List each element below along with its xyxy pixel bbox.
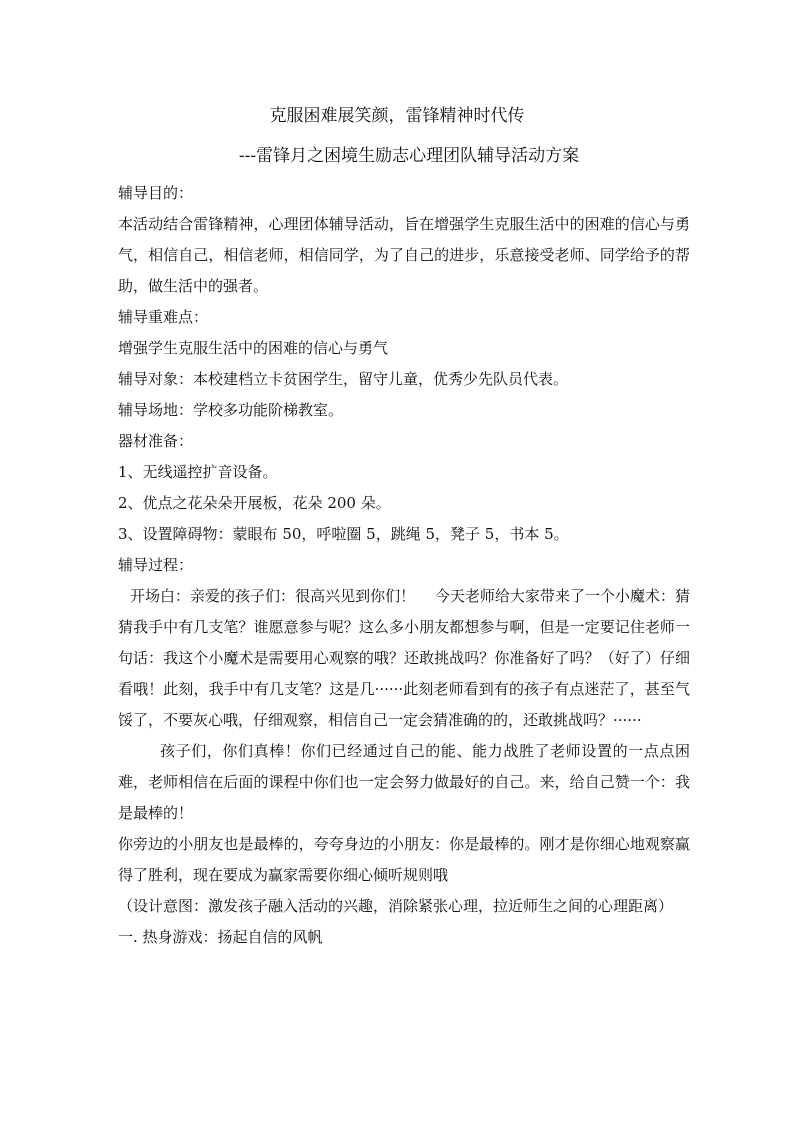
equipment-item: 2、优点之花朵朵开展板，花朵 200 朵。 <box>118 494 391 512</box>
neighbor-paragraph: 你旁边的小朋友也是最棒的，夸夸身边的小朋友：你是最棒的。刚才是你细心地观察赢得了胜利，现在要成为赢家需要你细心倾听规则哦 <box>118 835 690 884</box>
equipment-item: 1、无线遥控扩音设备。 <box>118 463 278 481</box>
document-subtitle: ---雷锋月之困境生励志心理团队辅导活动方案 <box>238 146 580 166</box>
warmup-heading: 一. 热身游戏：扬起自信的风帆 <box>118 928 323 946</box>
equipment-heading: 器材准备： <box>118 432 194 450</box>
process-heading: 辅导过程： <box>118 556 194 574</box>
document-title: 克服困难展笑颜，雷锋精神时代传 <box>269 106 525 126</box>
document-body <box>118 178 690 953</box>
key-points-heading: 辅导重难点： <box>118 308 209 326</box>
key-points-text: 增强学生克服生活中的困难的信心与勇气 <box>118 339 389 357</box>
goal-heading: 辅导目的： <box>118 184 194 202</box>
praise-paragraph: 孩子们，你们真棒！你们已经通过自己的能、能力战胜了老师设置的一点点困难，老师相信在后面的课程中你们也一定会努力做最好的自己。来，给自己赞一个：我是最棒的！ <box>118 742 690 822</box>
design-intent-paragraph: （设计意图：激发孩子融入活动的兴趣，消除紧张心理，拉近师生之间的心理距离） <box>118 897 674 915</box>
equipment-item: 3、设置障碍物：蒙眼布 50，呼啦圈 5，跳绳 5，凳子 5，书本 5。 <box>118 525 569 543</box>
venue-line: 辅导场地：学校多功能阶梯教室。 <box>118 401 344 419</box>
opening-paragraph: 开场白：亲爱的孩子们：很高兴见到你们！ 今天老师给大家带来了一个小魔术：猜猜我手中有几支笔？谁愿意参与呢？这么多小朋友都想参与啊，但是一定要记住老师一句话：我这个小魔术是需要用心观察的哦？还敢挑战吗？你准备好了吗？（好了）仔细看哦！此刻，我手中有几支笔？这是几······此刻老师看到有的孩子有点迷茫了，甚至气馁了，不要灰心哦，仔细观察，相信自己一定会猜准确的的，还敢挑战吗？······ <box>118 587 690 729</box>
target-line: 辅导对象：本校建档立卡贫困学生，留守儿童，优秀少先队员代表。 <box>118 370 569 388</box>
goal-paragraph: 本活动结合雷锋精神，心理团体辅导活动，旨在增强学生克服生活中的困难的信心与勇气，相信自己，相信老师，相信同学，为了自己的进步，乐意接受老师、同学给予的帮助，做生活中的强者。 <box>118 215 690 295</box>
